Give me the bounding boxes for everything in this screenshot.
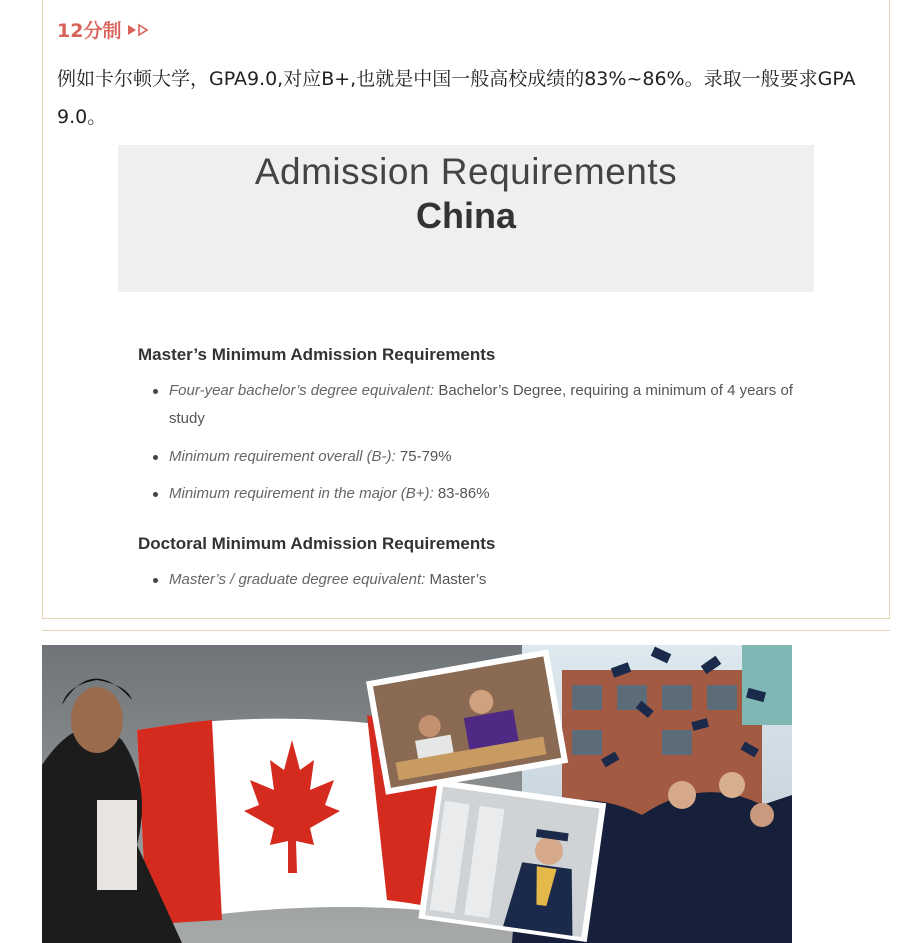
canada-students-photo bbox=[42, 645, 792, 943]
doctoral-list bbox=[138, 566, 809, 594]
bullet-icon bbox=[153, 492, 158, 497]
play-arrows-icon bbox=[127, 23, 151, 37]
list-item bbox=[138, 480, 809, 508]
list-item bbox=[138, 377, 809, 433]
card-divider bbox=[42, 630, 890, 631]
doctoral-heading: Doctoral Minimum Admission Requirements bbox=[138, 534, 496, 553]
photo-collage-image bbox=[42, 645, 792, 943]
masters-list bbox=[138, 377, 809, 508]
item-value: Master’s bbox=[425, 571, 487, 588]
item-label: Minimum requirement overall (B-): bbox=[169, 448, 396, 465]
list-item bbox=[138, 566, 809, 594]
item-value: 75-79% bbox=[395, 448, 452, 465]
masters-requirements bbox=[138, 345, 809, 508]
item-value: 83-86% bbox=[433, 485, 490, 502]
body-paragraph: 例如卡尔顿大学，GPA9.0,对应B+,也就是中国一般高校成绩的83%~86%。录取一般要求GPA 9.0。 bbox=[57, 68, 856, 128]
section-title-text: 12分制 bbox=[57, 20, 122, 42]
list-item bbox=[138, 443, 809, 471]
bullet-icon bbox=[153, 455, 158, 460]
admission-banner bbox=[118, 145, 814, 292]
bullet-icon bbox=[153, 389, 158, 394]
banner-subtitle: China bbox=[415, 195, 516, 236]
item-value: Bachelor’s Degree, requiring a minimum of 4 years of study bbox=[169, 382, 793, 427]
admission-requirements-screenshot bbox=[118, 145, 814, 605]
article-card bbox=[42, 0, 890, 619]
doctoral-requirements bbox=[138, 534, 809, 594]
banner-title: Admission Requirements bbox=[254, 151, 678, 192]
item-label: Master’s / graduate degree equivalent: bbox=[169, 571, 426, 588]
bullet-icon bbox=[153, 578, 158, 583]
item-label: Minimum requirement in the major (B+): bbox=[169, 485, 434, 502]
masters-heading: Master’s Minimum Admission Requirements bbox=[138, 345, 496, 364]
item-label: Four-year bachelor’s degree equivalent: bbox=[169, 382, 435, 399]
section-title bbox=[57, 16, 151, 43]
